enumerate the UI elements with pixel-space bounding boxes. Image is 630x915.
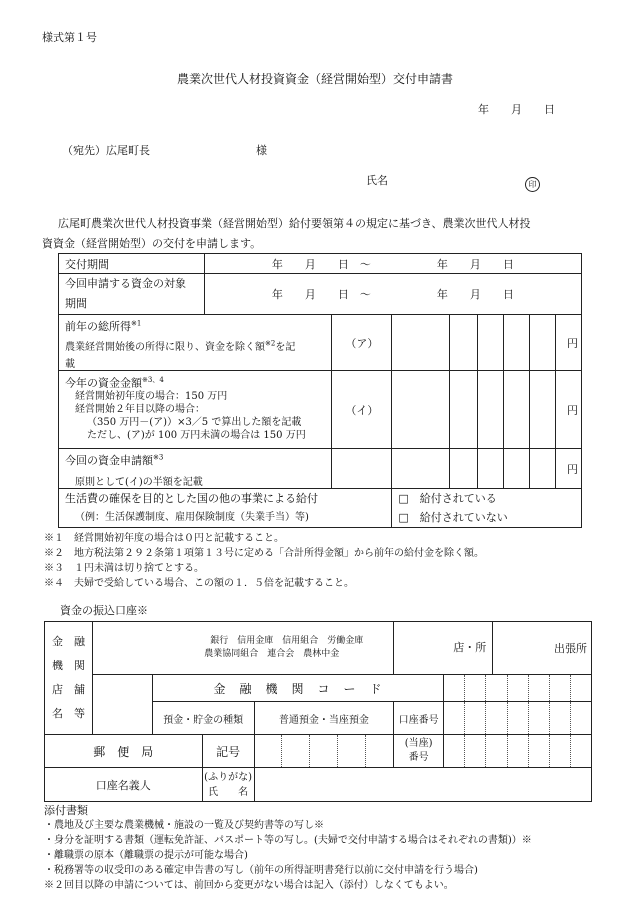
amount-note-3: （350 万円－(ア)）×3／5 で算出した額を記載 (87, 416, 302, 428)
symbol-digit-cell[interactable] (337, 735, 365, 767)
account-digit-cell[interactable] (444, 702, 464, 734)
target-period-label (59, 274, 205, 315)
post-number-digit-cell[interactable] (444, 735, 464, 767)
target-label-line1: 今回申請する資金の対象 (65, 277, 186, 290)
number-label: (当座) 番号 (394, 735, 444, 768)
post-number-digit-cell[interactable] (570, 735, 591, 767)
sama-label: 様 (256, 144, 267, 157)
post-number-digits[interactable] (444, 735, 592, 768)
code-digit-cell[interactable] (549, 675, 570, 701)
deposit-type-label: 預金・貯金の種類 (152, 702, 254, 735)
target-label-line2: 期間 (65, 297, 87, 310)
attachment-item: ・農地及び主要な農業機械・施設の一覧及び契約書等の写し※ (44, 820, 324, 831)
amount-note-2: 経営開始２年目以降の場合： (75, 403, 205, 415)
income-note: 農業経営開始後の所得に限り、資金を除く額$^{※2}$を記 (65, 339, 296, 353)
amount-digit-cell[interactable] (530, 371, 556, 449)
post-number-digit-cell[interactable] (485, 735, 506, 767)
income-digit-cell[interactable] (478, 315, 504, 371)
request-digit-cell[interactable] (504, 449, 530, 489)
bank-types-line2: 農業協同組合 連合会 農林中金 (204, 649, 340, 659)
post-number-digit-cell[interactable] (528, 735, 549, 767)
income-mark: （ア） (332, 315, 392, 371)
symbol-digit-cell[interactable] (365, 735, 393, 767)
intro-line-1: 広尾町農業次世代人材投資事業（経営開始型）給付要領第４の規定に基づき、農業次世代人材投 (58, 217, 531, 230)
bank-types-line1: 銀行 信用金庫 信用組合 労働金庫 (210, 636, 364, 646)
branch-types: 店・所 (394, 622, 493, 674)
bank-side-label: 金 融 機 関 店 舗 名 等 (45, 622, 93, 735)
date-line[interactable]: 年 月 日 (478, 103, 555, 116)
code-digit-cell[interactable] (507, 675, 528, 701)
note-2: ※２ 地方税法第２９２条第１項第１３号に定める「合計所得金額」から前年の給付金を除く額。 (44, 548, 484, 559)
branch-cell[interactable] (394, 622, 592, 675)
income-digit-cell[interactable] (530, 315, 556, 371)
symbol-digits[interactable] (254, 735, 394, 768)
amount-digit-cell[interactable] (392, 371, 450, 449)
bank-name-cell[interactable] (92, 622, 393, 675)
amount-label: 今年の資金金額$^{※3、4}$ (65, 376, 164, 390)
code-spacer (92, 675, 152, 702)
bank-section-title: 資金の振込口座※ (60, 604, 148, 617)
benefit-not-received-checkbox[interactable]: □ 給付されていない (398, 511, 508, 524)
symbol-digit-cell[interactable] (255, 735, 282, 767)
account-digit-cell[interactable] (528, 702, 549, 734)
income-yen: 円 (555, 315, 581, 371)
period-value[interactable]: 年 月 日 ～ 年 月 日 (204, 254, 581, 274)
code-digit-cell[interactable] (464, 675, 485, 701)
deposit-type-value[interactable]: 普通預金・当座預金 (254, 702, 394, 735)
other-benefit-example: （例：生活保護制度、雇用保険制度（失業手当）等) (75, 512, 309, 523)
note-4: ※４ 夫婦で受給している場合、この額の１．５倍を記載すること。 (44, 578, 354, 589)
account-digit-cell[interactable] (485, 702, 506, 734)
post-number-digit-cell[interactable] (464, 735, 485, 767)
amount-note-1: 経営開始初年度の場合：150 万円 (75, 390, 228, 402)
branch-office: 出張所 (554, 642, 587, 655)
income-digit-cell[interactable] (450, 315, 478, 371)
income-label: 前年の総所得$^{※1}$ (65, 319, 142, 333)
bank-account-table (44, 621, 592, 802)
period-label: 交付期間 (59, 254, 205, 274)
account-digit-cell[interactable] (464, 702, 485, 734)
form-number: 様式第１号 (42, 31, 97, 44)
symbol-label: 記号 (202, 735, 254, 768)
post-number-digit-cell[interactable] (507, 735, 528, 767)
income-cell (59, 315, 332, 371)
income-digit-cell[interactable] (504, 315, 530, 371)
code-digit-cell[interactable] (570, 675, 591, 701)
request-cell (59, 449, 332, 489)
amount-digit-cell[interactable] (450, 371, 478, 449)
amount-digit-cell[interactable] (478, 371, 504, 449)
attachments-list (44, 818, 532, 893)
note-3: ※３ １円未満は切り捨てとする。 (44, 563, 204, 574)
notes-block (44, 531, 484, 591)
benefit-received-checkbox[interactable]: □ 給付されている (398, 492, 497, 505)
amount-yen: 円 (555, 371, 581, 449)
request-label: 今回の資金申請額$^{※3}$ (65, 453, 164, 467)
request-blank (332, 449, 392, 489)
attachments-title: 添付書類 (44, 804, 88, 817)
page-title: 農業次世代人材投資資金（経営開始型）交付申請書 (176, 72, 453, 86)
applicant-name-label: 氏名 (366, 174, 388, 187)
account-number-digits[interactable] (444, 702, 592, 735)
post-office-label: 郵 便 局 (45, 735, 203, 768)
request-digit-cell[interactable] (530, 449, 556, 489)
account-digit-cell[interactable] (570, 702, 591, 734)
code-digit-cell[interactable] (485, 675, 506, 701)
income-note-line3: 載 (65, 359, 75, 370)
attachment-item: ・身分を証明する書類（運転免許証、パスポート等の写し。(夫婦で交付申請する場合はそれぞれの書類)）※ (44, 835, 532, 846)
intro-line-2: 資資金（経営開始型）の交付を申請します。 (42, 237, 262, 250)
request-note: 原則として(イ)の半額を記載 (75, 477, 203, 488)
amount-note-4: ただし、(ア)が 100 万円未満の場合は 150 万円 (87, 429, 306, 441)
account-digit-cell[interactable] (507, 702, 528, 734)
code-digit-cell[interactable] (444, 675, 464, 701)
holder-label: 口座名義人 (45, 768, 203, 802)
other-benefit-label: 生活費の確保を目的とした国の他の事業による給付 (65, 492, 318, 505)
target-period-value[interactable]: 年 月 日 ～ 年 月 日 (204, 274, 581, 315)
addressee: （宛先）広尾町長 (62, 144, 150, 157)
holder-name-label: (ふりがな) 氏 名 (202, 768, 254, 802)
account-number-label: 口座番号 (394, 702, 444, 735)
income-digit-cell[interactable] (392, 315, 450, 371)
code-digit-cell[interactable] (528, 675, 549, 701)
attachment-item: ・離職票の原本（離職票の提示が可能な場合) (44, 850, 248, 861)
request-digit-cell[interactable] (450, 449, 478, 489)
application-table (58, 253, 582, 528)
deposit-spacer (92, 702, 152, 735)
attachment-item: ・税務署等の収受印のある確定申告書の写し（前年の所得証明書発行以前に交付申請を行う場合) (44, 865, 478, 876)
bank-code-label: 金 融 機 関 コ ー ド (152, 675, 443, 702)
request-yen: 円 (555, 449, 581, 489)
note-1: ※１ 経営開始初年度の場合は０円と記載すること。 (44, 533, 284, 544)
other-benefit-cell (59, 489, 392, 528)
amount-cell (59, 371, 332, 449)
account-digit-cell[interactable] (549, 702, 570, 734)
symbol-digit-cell[interactable] (281, 735, 309, 767)
amount-mark: （イ） (332, 371, 392, 449)
holder-name-field[interactable] (254, 768, 591, 802)
amount-digit-cell[interactable] (504, 371, 530, 449)
seal-mark (525, 172, 540, 192)
other-benefit-options (392, 489, 582, 528)
post-number-digit-cell[interactable] (549, 735, 570, 767)
seal-icon: 印 (525, 177, 540, 192)
request-digit-cell[interactable] (392, 449, 450, 489)
bank-code-digits[interactable] (444, 675, 592, 702)
attachment-item: ※２回目以降の申請については、前回から変更がない場合は記入（添付）しなくてもよい。 (44, 880, 454, 891)
request-digit-cell[interactable] (478, 449, 504, 489)
symbol-digit-cell[interactable] (309, 735, 337, 767)
